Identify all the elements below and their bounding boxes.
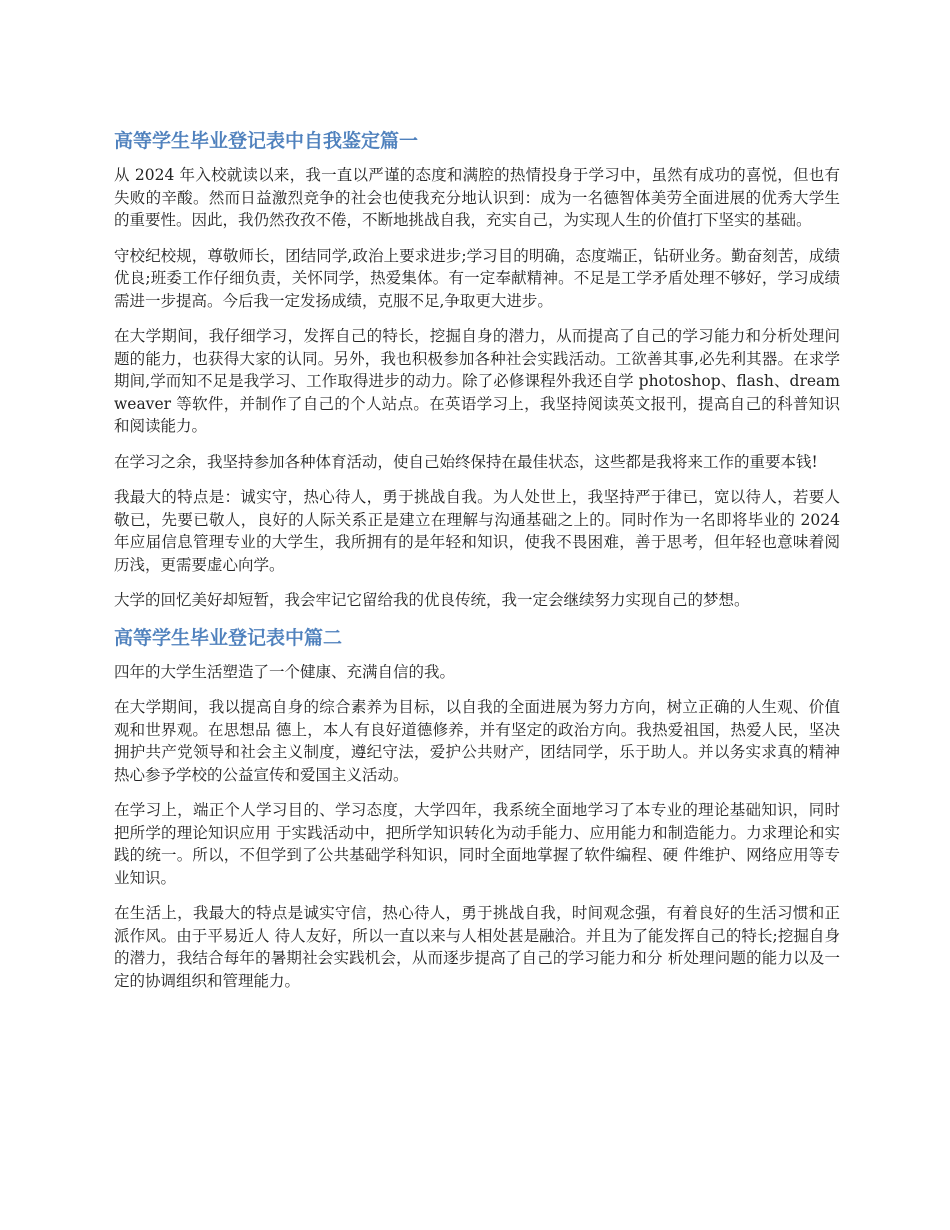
- section-2-paragraph-4: 在生活上，我最大的特点是诚实守信，热心待人，勇于挑战自我，时间观念强，有着良好的生活习惯和正派作风。由于平易近人 待人友好，所以一直以来与人相处甚是融洽。并且为了能发挥自己的特长;挖掘自身的潜力，我结合每年的暑期社会实践机会，从而逐步提高了自己的学习能力和分 析处理问题的能力以及一定的协调组织和管理能力。: [114, 904, 840, 990]
- section-1-paragraph-6: 大学的回忆美好却短暂，我会牢记它留给我的优良传统，我一定会继续努力实现自己的梦想。: [114, 591, 750, 609]
- section-1-paragraph-2: 守校纪校规，尊敬师长，团结同学,政治上要求进步;学习目的明确，态度端正，钻研业务。勤奋刻苦，成绩优良;班委工作仔细负责，关怀同学，热爱集体。有一定奉献精神。不足是工学矛盾处理不够好，学习成绩需进一步提高。今后我一定发扬成绩，克服不足,争取更大进步。: [114, 246, 840, 310]
- section-2-paragraph-3: 在学习上，端正个人学习目的、学习态度，大学四年，我系统全面地学习了本专业的理论基础知识，同时把所学的理论知识应用 于实践活动中，把所学知识转化为动手能力、应用能力和制造能力。力求理论和实践的统一。所以，不但学到了公共基础学科知识，同时全面地掌握了软件编程、硬 件维护、网络应用等专业知识。: [114, 801, 840, 887]
- section-1-paragraph-3: 在大学期间，我仔细学习，发挥自己的特长，挖掘自身的潜力，从而提高了自己的学习能力和分析处理问题的能力，也获得大家的认同。另外，我也积极参加各种社会实践活动。工欲善其事,必先利其器。在求学期间,学而知不足是我学习、工作取得进步的动力。除了必修课程外我还自学 photoshop、flash、dreamweaver 等软件，并制作了自己的个人站点。在英语学习上，我坚持阅读英文报刊，提高自己的科普知识和阅读能力。: [114, 327, 840, 435]
- section-1-title: 高等学生毕业登记表中自我鉴定篇一: [114, 130, 419, 152]
- section-1-paragraph-1: 从 2024 年入校就读以来，我一直以严谨的态度和满腔的热情投身于学习中，虽然有成功的喜悦，但也有失败的辛酸。然而日益激烈竞争的社会也使我充分地认识到：成为一名德智体美劳全面进展的优秀大学生的重要性。因此，我仍然孜孜不倦，不断地挑战自我，充实自己，为实现人生的价值打下坚实的基础。: [114, 166, 840, 229]
- section-1-paragraph-5: 我最大的特点是：诚实守，热心待人，勇于挑战自我。为人处世上，我坚持严于律已，宽以待人，若要人敬已，先要已敬人，良好的人际关系正是建立在理解与沟通基础之上的。同时作为一名即将毕业的 2024 年应届信息管理专业的大学生，我所拥有的是年轻和知识，使我不畏困难，善于思考，但年轻也意味着阅历浅，更需要虚心向学。: [114, 488, 840, 574]
- section-2-title: 高等学生毕业登记表中篇二: [114, 626, 343, 649]
- section-2-paragraph-2: 在大学期间，我以提高自身的综合素养为目标，以自我的全面进展为努力方向，树立正确的人生观、价值观和世界观。在思想品 德上，本人有良好道德修养，并有坚定的政治方向。我热爱祖国，热爱人民，坚决拥护共产党领导和社会主义制度，遵纪守法，爱护公共财产，团结同学，乐于助人。并以务实求真的精神热心参予学校的公益宣传和爱国主义活动。: [114, 698, 840, 784]
- section-1-paragraph-4: 在学习之余，我坚持参加各种体育活动，使自己始终保持在最佳状态，这些都是我将来工作的重要本钱!: [114, 452, 818, 471]
- document-page: [114, 118, 840, 1005]
- section-2-paragraph-1: 四年的大学生活塑造了一个健康、充满自信的我。: [114, 662, 456, 681]
